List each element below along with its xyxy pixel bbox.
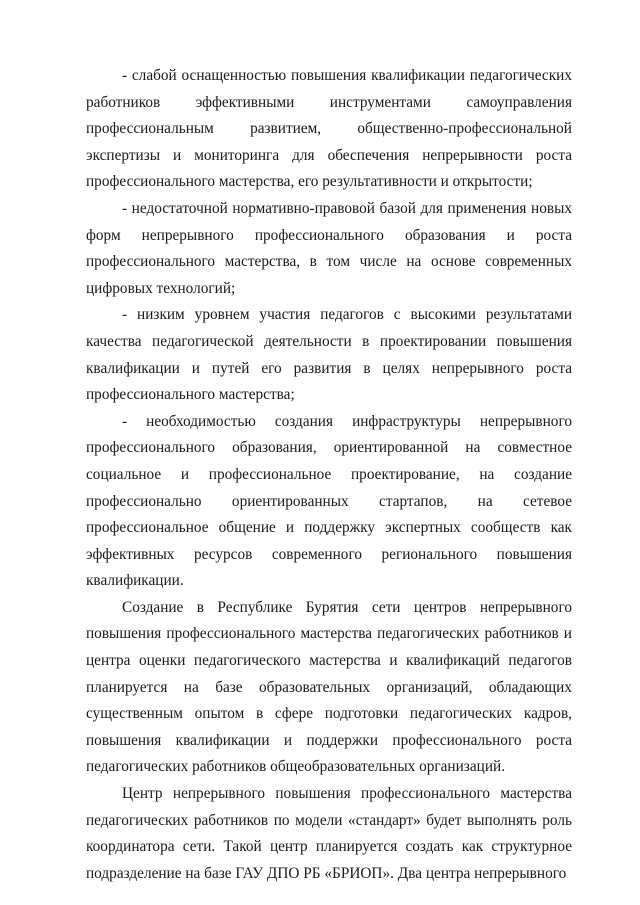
bullet-paragraph-legal-base: - недостаточной нормативно-правовой базой для применения новых форм непрерывного профессионального образования и роста профессионального мастерства, в том числе на основе современных цифровых технологий; bbox=[86, 199, 572, 297]
paragraph-center-standard: Центр непрерывного повышения профессионального мастерства педагогических работников по модели «стандарт» будет выполнять роль координатора сети. Такой центр планируется создать как структурное подразделение на базе ГАУ ДПО РБ «БРИОП». Два центра непрерывного bbox=[86, 785, 572, 882]
bullet-paragraph-participation: - низким уровнем участия педагогов с высокими результатами качества педагогической деятельности в проектировании повышения квалификации и путей его развития в целях непрерывного роста профессионального мастерства; bbox=[86, 306, 572, 404]
document-page bbox=[86, 63, 572, 887]
bullet-paragraph-infrastructure: - необходимостью создания инфраструктуры непрерывного профессионального образования, ориентированной на совместное социальное и профессиональное проектирование, на создание профессионально ориентированных стартапов, на сетевое профессиональное общение и поддержку экспертных сообществ как эффективных ресурсов современного регионального повышения квалификации. bbox=[86, 412, 572, 590]
bullet-paragraph-equipment: - слабой оснащенностью повышения квалификации педагогических работников эффективными инструментами самоуправления профессиональным развитием, общественно-профессиональной экспертизы и мониторинга для обеспечения непрерывности роста профессионального мастерства, его результативности и открытости; bbox=[86, 67, 572, 191]
paragraph-network-creation: Создание в Республике Бурятия сети центров непрерывного повышения профессионального мастерства педагогических работников и центра оценки педагогического мастерства и квалификаций педагогов планируется на базе образовательных организаций, обладающих существенным опытом в сфере подготовки педагогических кадров, повышения квалификации и поддержки профессионального роста педагогических работников общеобразовательных организаций. bbox=[86, 598, 572, 776]
